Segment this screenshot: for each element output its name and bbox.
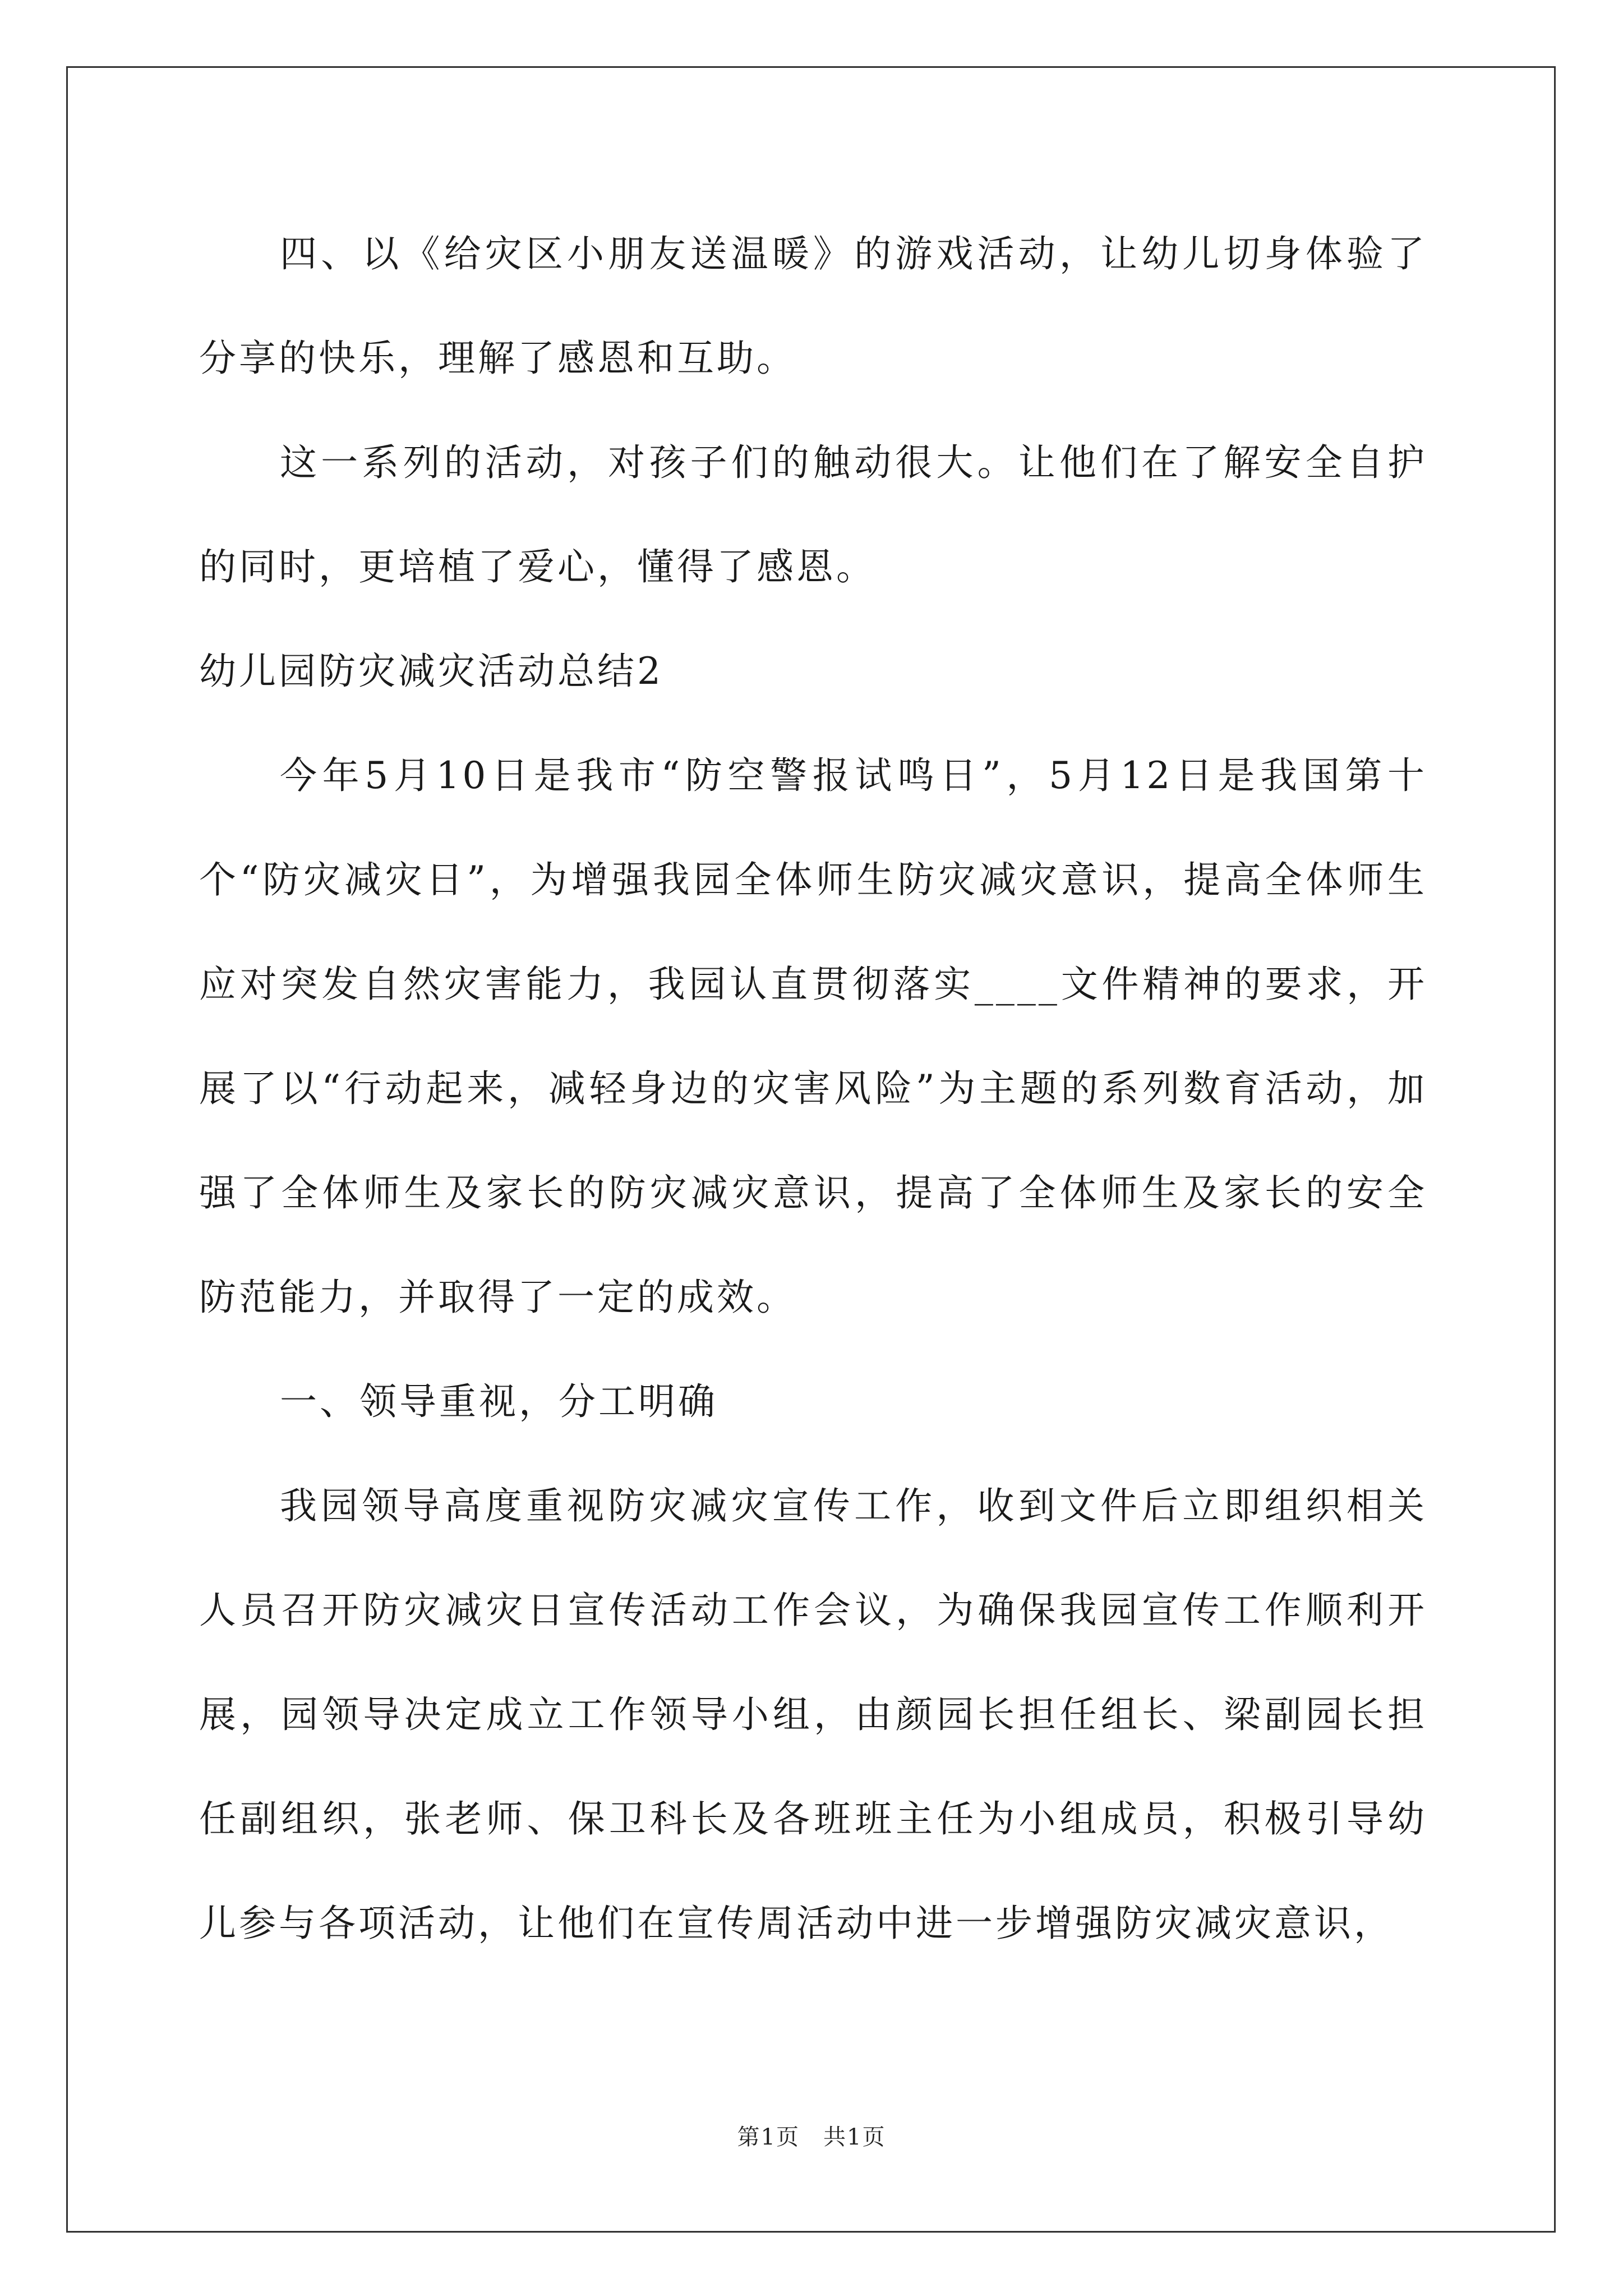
paragraph-activity-four: 四、以《给灾区小朋友送温暖》的游戏活动，让幼儿切身体验了分享的快乐，理解了感恩和互助。 [199,232,1427,380]
page-number-footer: 第1页 共1页 [737,2124,886,2150]
section-heading: 幼儿园防灾减灾活动总结2 [199,650,663,693]
paragraph-disaster-day-intro: 今年5月10日是我市“防空警报试鸣日”，5月12日是我国第十个“防灾减灾日”，为增强我园全体师生防灾减灾意识，提高全体师生应对突发自然灾害能力，我园认直贯彻落实____文件精神的要求，开展了以“行动起来，减轻身边的灾害风险”为主题的系列数育活动，加强了全体师生及家长的防灾减灾意识，提高了全体师生及家长的安全防范能力，并取得了一定的成效。 [199,754,1427,1319]
paragraph-leadership-details: 我园领导高度重视防灾减灾宣传工作，收到文件后立即组织相关人员召开防灾减灾日宣传活动工作会议，为确保我园宣传工作顺利开展，园领导决定成立工作领导小组，由颜园长担任组长、梁副园长担任副组织，张老师、保卫科长及各班班主任为小组成员，积极引导幼儿参与各项活动，让他们在宣传周活动中进一步增强防灾减灾意识， [199,1484,1427,1945]
subheading-leadership: 一、领导重视，分工明确 [280,1380,718,1423]
document-body [199,202,1427,1976]
paragraph-series-summary: 这一系列的活动，对孩子们的触动很大。让他们在了解安全自护的同时，更培植了爱心，懂得了感恩。 [199,441,1427,588]
